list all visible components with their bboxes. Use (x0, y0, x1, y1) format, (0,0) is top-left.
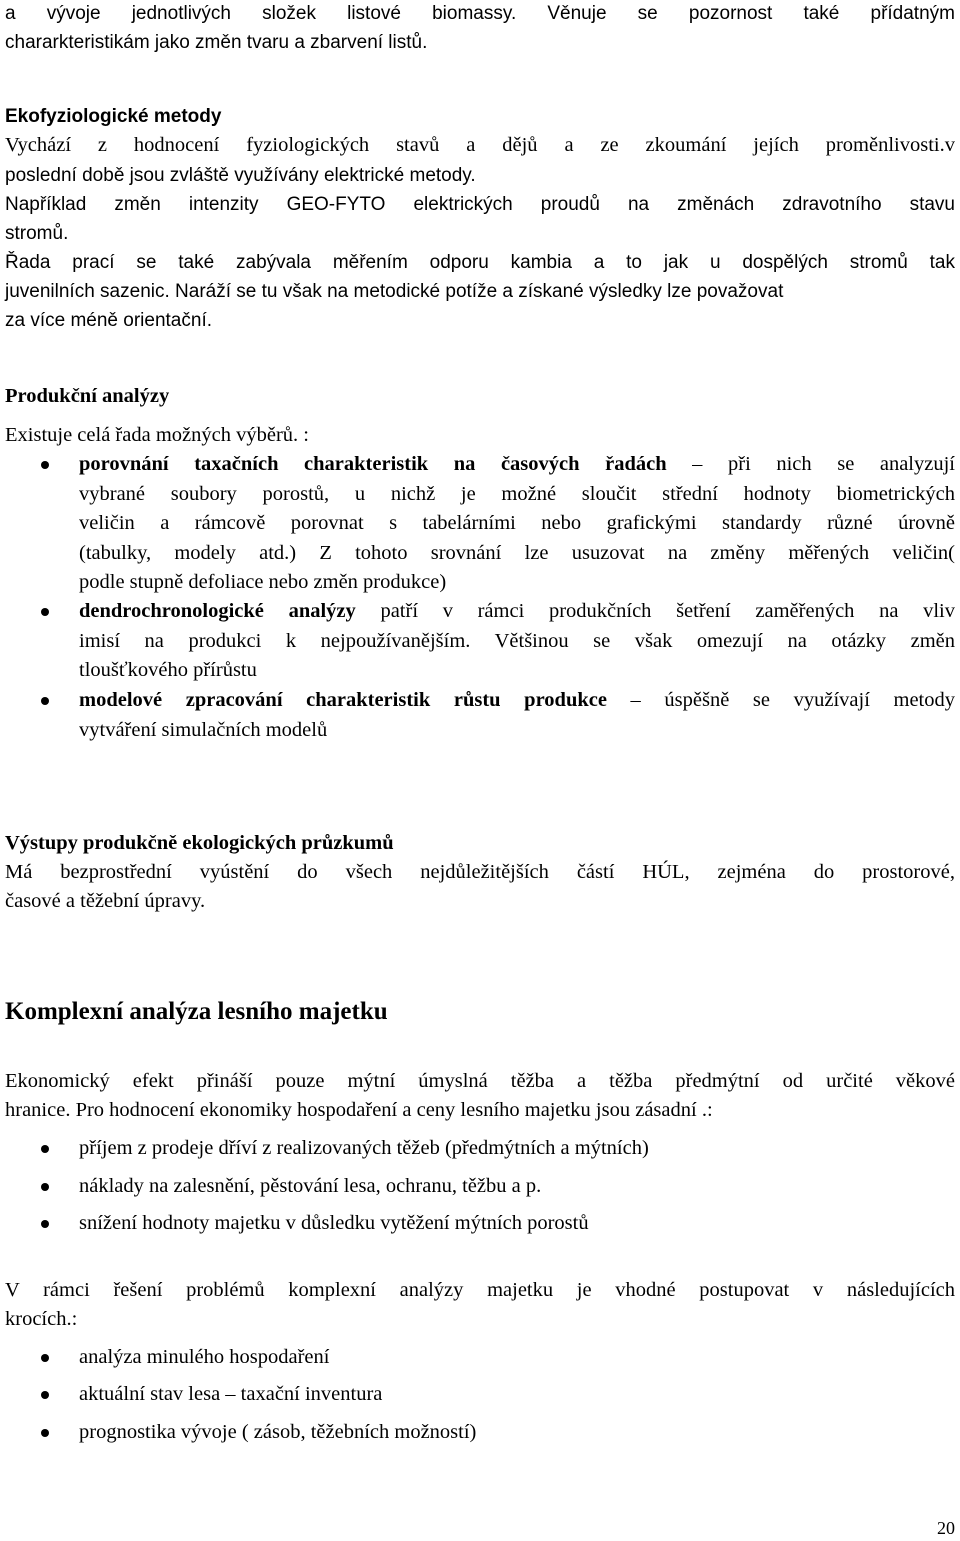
item-text: náklady na zalesnění, pěstování lesa, ochranu, těžbu a p. (79, 1175, 542, 1197)
ekofyz-line-5: Řada prací se také zabývala měřením odporu kambia a to jak u dospělých stromů tak (5, 252, 955, 273)
bullet-icon (41, 1145, 49, 1153)
bullet-icon (41, 697, 49, 705)
bullet-icon (41, 1429, 49, 1437)
item-text: příjem z prodeje dříví z realizovaných těžeb (předmýtních a mýtních) (79, 1137, 649, 1159)
bullet-icon (41, 608, 49, 616)
item-text: patří v rámci produkčních šetření zaměřených na vliv (355, 600, 955, 622)
intro-line-2: chararkteristikám jako změn tvaru a zbarvení listů. (5, 32, 428, 53)
bullet-icon (41, 1220, 49, 1228)
komplexni-steps-line-1: V rámci řešení problémů komplexní analýzy majetku je vhodné postupovat v následujících (5, 1279, 955, 1301)
bullet-icon (41, 1183, 49, 1191)
vystupy-line-2: časové a těžební úpravy. (5, 890, 206, 912)
ekofyz-line-1: Vychází z hodnocení fyziologických stavů a dějů a ze zkoumání jejích proměnlivosti.v (5, 134, 955, 156)
bullet-icon (41, 1354, 49, 1362)
komplexni-line-1: Ekonomický efekt přináší pouze mýtní úmyslná těžba a těžba předmýtní od určité věkové (5, 1070, 955, 1092)
item-text: snížení hodnoty majetku v důsledku vytěžení mýtních porostů (79, 1212, 589, 1234)
bullet-icon (41, 461, 49, 469)
item-text: analýza minulého hospodaření (79, 1346, 330, 1368)
ekofyz-line-4: stromů. (5, 223, 69, 244)
item-text: imisí na produkci k nejpoužívanějším. Většinou se však omezují na otázky změn (79, 629, 955, 652)
section-title-produkcni: Produkční analýzy (5, 385, 170, 407)
ekofyz-line-2: poslední době jsou zvláště využívány elektrické metody. (5, 165, 476, 186)
produkcni-intro: Existuje celá řada možných výběrů. : (5, 424, 309, 446)
section-title-komplexni: Komplexní analýza lesního majetku (5, 998, 388, 1025)
item-term: dendrochronologické analýzy (79, 600, 356, 622)
item-term: modelové zpracování charakteristik růstu produkce (79, 689, 607, 711)
item-text: (tabulky, modely atd.) Z tohoto srovnání lze usuzovat na změny měřených veličin( (79, 541, 955, 564)
ekofyz-line-6a: juvenilních sazenic. (5, 281, 170, 302)
item-text: – při nich se analyzují (666, 453, 955, 475)
item-text: – úspěšně se využívají metody (606, 689, 955, 711)
vystupy-line-1: Má bezprostřední vyústění do všech nejdůležitějších částí HÚL, zejména do prostorové, (5, 861, 955, 883)
bullet-icon (41, 1391, 49, 1399)
item-text: vytváření simulačních modelů (79, 718, 328, 741)
ekofyz-line-6b: Naráží se tu však na metodické potíže a získané výsledky lze považovat (169, 281, 784, 302)
item-text: aktuální stav lesa – taxační inventura (79, 1383, 383, 1405)
item-text: vybrané soubory porostů, u nichž je možné sloučit střední hodnoty biometrických (79, 482, 955, 505)
ekofyz-line-7: za více méně orientační. (5, 310, 212, 331)
komplexni-steps-line-2: krocích.: (5, 1308, 78, 1330)
section-title-vystupy: Výstupy produkčně ekologických průzkumů (5, 832, 394, 854)
komplexni-line-2: hranice. Pro hodnocení ekonomiky hospodaření a ceny lesního majetku jsou zásadní .: (5, 1099, 713, 1121)
intro-line-1: a vývoje jednotlivých složek listové biomassy. Věnuje se pozornost také přídatným (5, 3, 955, 24)
ekofyz-line-6 (5, 278, 955, 306)
item-term: porovnání taxačních charakteristik na časových řadách (79, 453, 667, 475)
ekofyz-line-3: Například změn intenzity GEO-FYTO elektrických proudů na změnách zdravotního stavu (5, 194, 955, 215)
section-title-ekofyziologicke: Ekofyziologické metody (5, 106, 222, 127)
item-text: prognostika vývoje ( zásob, těžebních možností) (79, 1421, 477, 1443)
item-text: tloušťkového přírůstu (79, 659, 257, 681)
page-number: 20 (937, 1518, 955, 1538)
item-text: podle stupně defoliace nebo změn produkce) (79, 571, 447, 593)
item-text: veličin a rámcově porovnat s tabelárními nebo grafickými standardy různé úrovně (79, 512, 955, 534)
